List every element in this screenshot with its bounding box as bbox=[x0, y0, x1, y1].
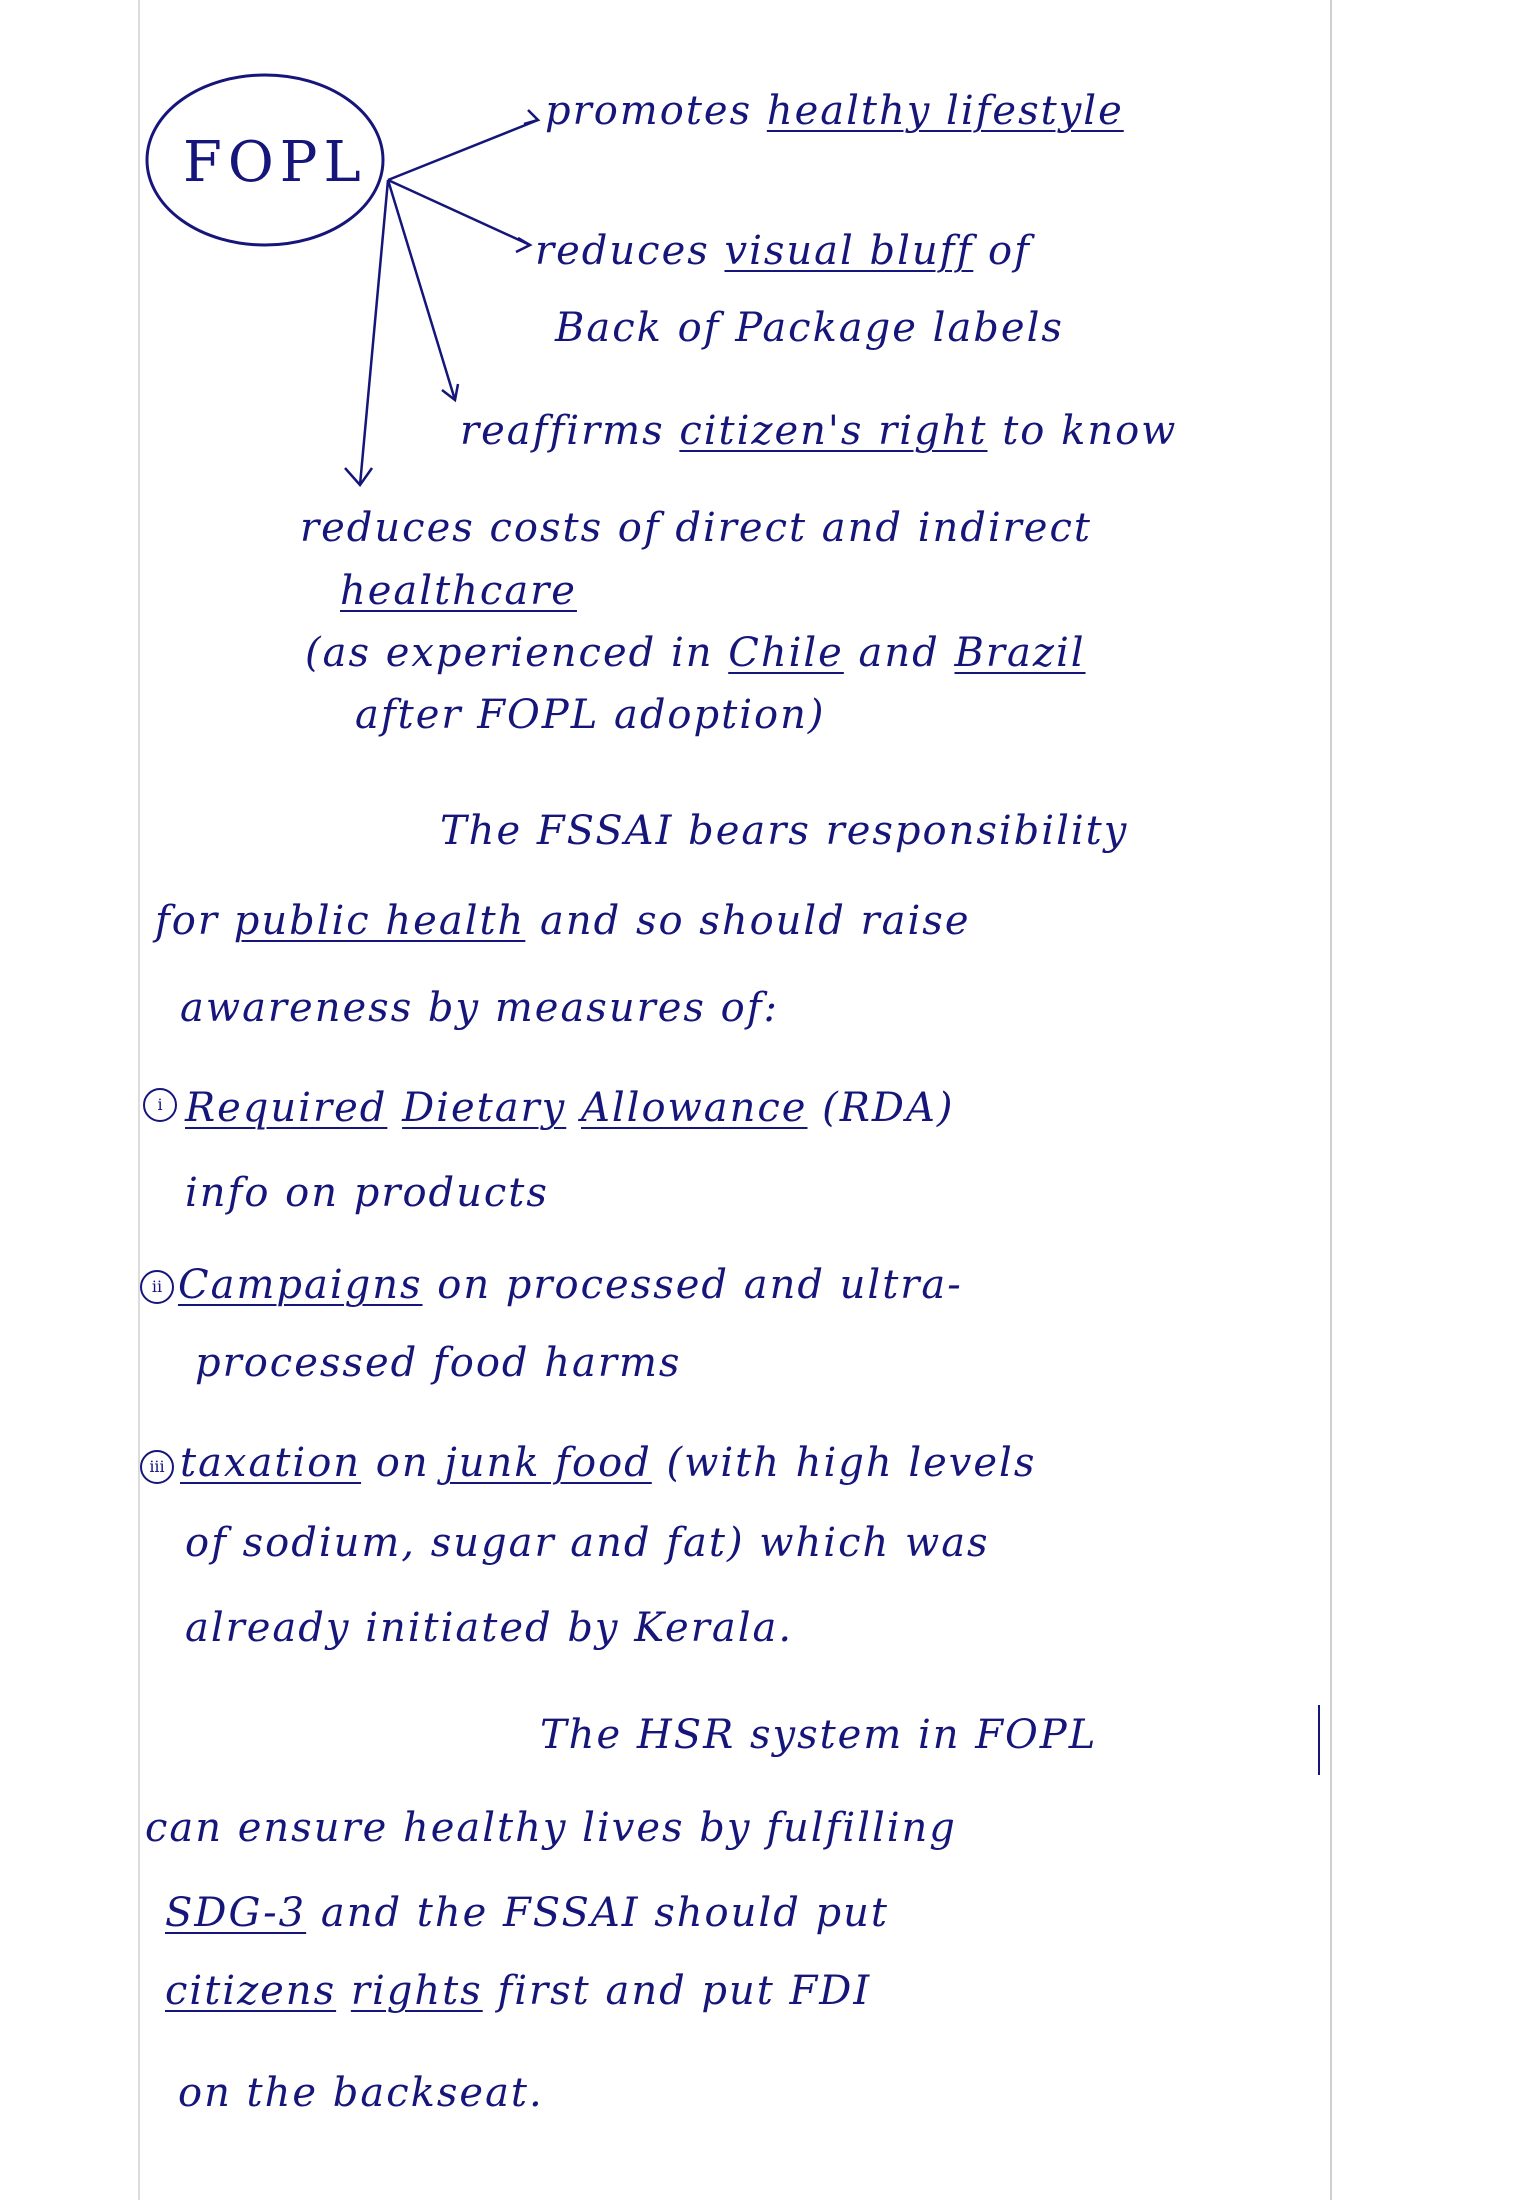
branch-bluff-underlined: visual bluff bbox=[724, 228, 974, 274]
para1-line2 bbox=[155, 898, 971, 944]
required-text: Required bbox=[185, 1085, 388, 1131]
branch-costs-line4: after FOPL adoption) bbox=[355, 692, 826, 738]
point1-line1 bbox=[185, 1085, 954, 1131]
branch-promotes-pre: promotes bbox=[545, 88, 767, 134]
arrow-reduces-costs bbox=[360, 180, 388, 485]
chile-text: Chile bbox=[728, 630, 844, 676]
branch-costs-line3-a: (as experienced in bbox=[305, 630, 729, 676]
arrow-reaffirms bbox=[388, 180, 455, 400]
para2-line2: can ensure healthy lives by fulfilling bbox=[145, 1805, 957, 1851]
point2-line1 bbox=[178, 1262, 963, 1308]
point1-line2: info on products bbox=[185, 1170, 549, 1216]
point-marker-1: i bbox=[143, 1088, 177, 1122]
public-health-text: public health bbox=[233, 898, 526, 944]
taxation-text: taxation bbox=[180, 1440, 362, 1486]
arrow-reduces-bluff bbox=[388, 180, 530, 245]
arrow-promotes bbox=[388, 120, 538, 180]
point-marker-2: ii bbox=[140, 1270, 174, 1304]
para2-line1: The HSR system in FOPL bbox=[540, 1712, 1098, 1758]
sdg3-text: SDG-3 bbox=[165, 1890, 307, 1936]
junk-food-text: junk food bbox=[444, 1440, 652, 1486]
branch-promotes bbox=[545, 88, 1124, 134]
para1-line2-pre: for bbox=[155, 898, 234, 944]
point3-line2: of sodium, sugar and fat) which was bbox=[185, 1520, 990, 1566]
rights-text: rights bbox=[350, 1968, 483, 2014]
point2-line2: processed food harms bbox=[195, 1340, 682, 1386]
point3-line1-post: (with high levels bbox=[651, 1440, 1037, 1486]
point3-line1-mid: on bbox=[361, 1440, 445, 1486]
space bbox=[336, 1968, 351, 2014]
space bbox=[566, 1085, 581, 1131]
para2-line4 bbox=[165, 1968, 871, 2014]
para1-line3: awareness by measures of: bbox=[180, 985, 779, 1031]
point-marker-3: iii bbox=[140, 1450, 174, 1484]
branch-bluff-line2: Back of Package labels bbox=[555, 305, 1064, 351]
fopl-center-label: FOPL bbox=[183, 130, 367, 195]
branch-costs-line3 bbox=[305, 630, 1086, 676]
citizens-text: citizens bbox=[165, 1968, 337, 2014]
branch-costs-line1: reduces costs of direct and indirect bbox=[300, 505, 1092, 551]
brazil-text: Brazil bbox=[954, 630, 1086, 676]
branch-costs-line2: healthcare bbox=[340, 568, 577, 614]
branch-reduces-bluff bbox=[535, 228, 1031, 274]
para2-line3 bbox=[165, 1890, 889, 1936]
branch-reaffirms-pre: reaffirms bbox=[460, 408, 680, 454]
point3-line3: already initiated by Kerala. bbox=[185, 1605, 794, 1651]
space bbox=[387, 1085, 402, 1131]
branch-reaffirms-underlined: citizen's right bbox=[679, 408, 988, 454]
branch-reaffirms-post: to know bbox=[987, 408, 1178, 454]
point3-line1 bbox=[180, 1440, 1036, 1486]
para2-line4-post: first and put FDI bbox=[482, 1968, 872, 2014]
branch-bluff-post: of bbox=[973, 228, 1031, 274]
branch-promotes-underlined: healthy lifestyle bbox=[766, 88, 1124, 134]
branch-reaffirms bbox=[460, 408, 1177, 454]
allowance-text: Allowance bbox=[580, 1085, 808, 1131]
para1-line2-post: and so should raise bbox=[525, 898, 971, 944]
para2-line5: on the backseat. bbox=[178, 2070, 544, 2116]
branch-costs-line3-b: and bbox=[843, 630, 955, 676]
point2-line1-post: on processed and ultra- bbox=[422, 1262, 963, 1308]
rda-text: (RDA) bbox=[807, 1085, 955, 1131]
dietary-text: Dietary bbox=[402, 1085, 567, 1131]
para2-line3-post: and the FSSAI should put bbox=[306, 1890, 889, 1936]
campaigns-text: Campaigns bbox=[178, 1262, 423, 1308]
branch-bluff-pre: reduces bbox=[535, 228, 725, 274]
vertical-mark bbox=[1318, 1705, 1320, 1775]
para1-line1: The FSSAI bears responsibility bbox=[440, 808, 1129, 854]
